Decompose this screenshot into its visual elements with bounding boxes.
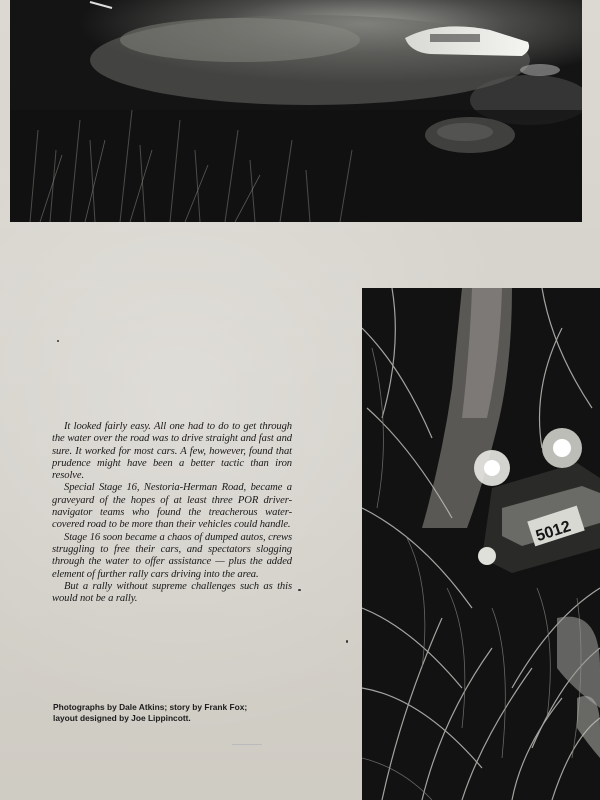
print-speck <box>57 340 59 342</box>
credits-line-1: Photographs by Dale Atkins; story by Frank Fox; <box>53 702 248 712</box>
story-text <box>52 421 292 605</box>
photo-credits <box>53 702 301 724</box>
story-paragraph-4: But a rally without supreme challenges such as this would not be a rally. <box>52 580 292 605</box>
print-speck <box>232 744 262 745</box>
car-in-brush-image <box>362 288 600 800</box>
story-paragraph-1: It looked fairly easy. All one had to do to get through the water over the road was to drive straight and fast and sure. It worked for most cars. A few, however, found that prudence might have been a better tactic than iron resolve. <box>52 421 292 482</box>
photo-car-in-brush <box>362 288 600 800</box>
photo-flooded-road <box>10 0 582 222</box>
credits-line-2: layout designed by Joe Lippincott. <box>53 713 191 723</box>
print-speck <box>346 640 348 643</box>
flooded-road-image <box>10 0 582 222</box>
story-paragraph-3: Stage 16 soon became a chaos of dumped autos, crews struggling to free their cars, and spectators slogging through the water to offer assistance — plus the added element of further rally cars driving into the area. <box>52 531 292 580</box>
car-number: 5012 <box>533 517 573 546</box>
print-speck <box>298 589 301 591</box>
story-paragraph-2: Special Stage 16, Nestoria-Herman Road, became a graveyard of the hopes of at least three POR driver-navigator teams who found the treacherous water-covered road to be more than their vehicles could handle. <box>52 482 292 531</box>
